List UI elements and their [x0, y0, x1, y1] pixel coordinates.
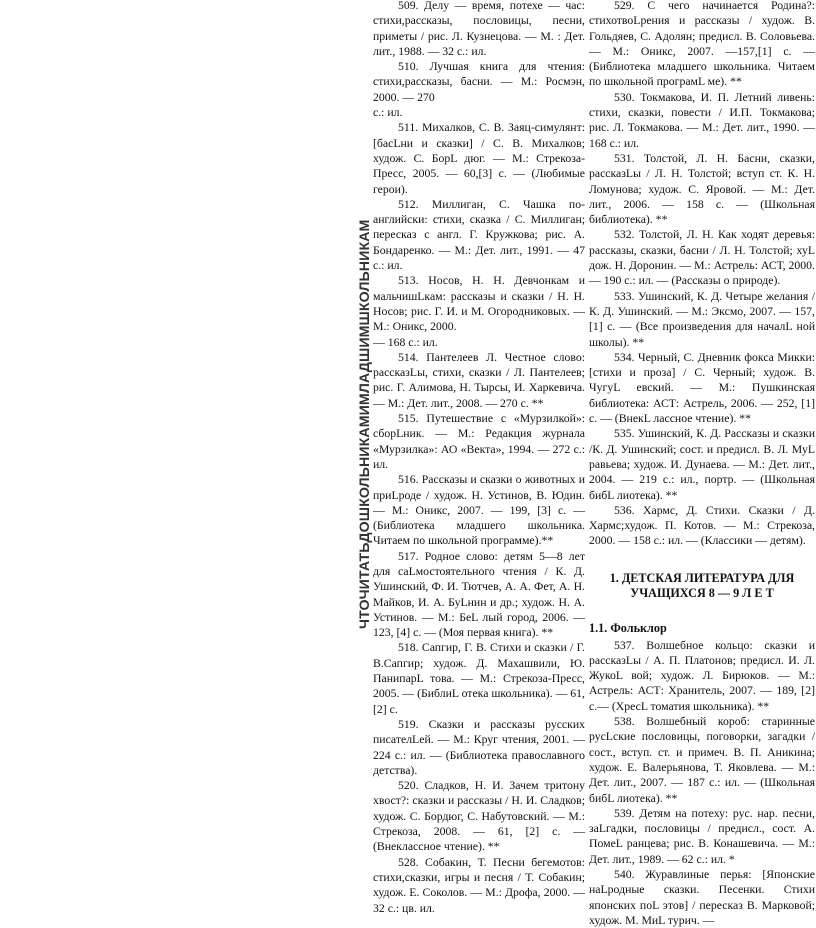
bib-entry-516: 516. Рассказы и сказки о животных и приLроде / худож. Н. Устинов, В. Юдин. — М.: Оникс, 2007. — 199, [3] с. — (Библиотека младшего школьника. Читаем по школьной программе).** — [373, 473, 585, 548]
section-heading: 1. ДЕТСКАЯ ЛИТЕРАТУРА ДЛЯ УЧАЩИХСЯ 8 — 9 Л Е Т — [609, 570, 795, 600]
bib-entry-540: 540. Журавлиные перья: [Японские наLродные сказки. Песенки. Стихи японских поL этов] / пересказ В. Марковой; худож. М. МиL турич. — — [589, 868, 815, 927]
bib-entry-539: 539. Детям на потеху: рус. нар. песни, заLгадки, пословицы / предисл., сост. А. ПомеL ранцева; рис. В. Конашевича. — М.: Дет. лит., 1989. — 62 с.: ил. * — [589, 806, 815, 866]
bib-entry-511: 511. Михалков, С. В. Заяц-симулянт: [басLни и сказки] / С. В. Михалков; худож. С. БорL дюг. — М.: Стрекоза-Пресс, 2005. — 60,[3] с. — (Любимые герои). — [373, 121, 585, 196]
bib-entry-530: 530. Токмакова, И. П. Летний ливень: стихи, сказки, повести / И.П. Токмакова; рис. Л. Токмакова. — М.: Дет. лит., 1990. — 168 с.: ил. — [589, 90, 815, 150]
bib-entry-537: 537. Волшебное кольцо: сказки и рассказLы / А. П. Платонов; предисл. И. Л. ЖукоL вой; худож. Л. Бирюков. — М.: Астрель: АСТ: Хранитель, 2007. — 189, [2] с.— (ХресL томатия школьника). ** — [589, 638, 815, 713]
bib-entry-534: 534. Черный, С. Дневник фокса Микки: [стихи и проза] / С. Черный; худож. В. ЧугуL евский. — М.: Пушкинская библиотека: АСТ: Астрель, 2006. — 252, [1] с. — (ВнекL лассное чтение). ** — [589, 350, 815, 426]
bib-entry-528: 528. Собакин, Т. Песни бегемотов: стихи,сказки, игры и песня / Т. Собакин; худож. Е. Соколов. — М.: Дрофа, 2000. — 32 с.: цв. ил. — [373, 855, 585, 915]
bib-entry-529: 529. С чего начинается Родина?: стихотвоLрения и рассказы / худож. В. Гольдяев, С. Адолян; предисл. В. Соловьева. — М.: Оникс, 2007. —157,[1] с. — (Библиотека младшего школьника. Читаем по школьной програмL ме). ** — [589, 0, 815, 89]
bib-entry-510-cont: с.: ил. — [373, 106, 403, 120]
bib-entry-515: 515. Путешествие с «Мурзилкой»: сборLник. — М.: Редакция журнала «Мурзилка»: АО «Векта», 1994. — 272 с.: ил. — [373, 412, 585, 471]
bib-entry-514: 514. Пантелеев Л. Честное слово: рассказLы, стихи, сказки / Л. Пантелеев; рис. Г. Алимова, Н. Тырсы, И. Харкевича. — М.: Дет. лит., 2008. — 270 с. ** — [373, 350, 585, 410]
bib-entry-513: 513. Носов, Н. Н. Девчонкам и мальчишLкам: рассказы и сказки / Н. Н. Носов; рис. Г. И. и М. Огородниковых. — М.: Оникс, 2000. — [373, 274, 585, 334]
left-text-column — [373, 0, 585, 915]
bib-entry-512: 512. Миллиган, С. Чашка по-английски: стихи, сказка / С. Миллиган; пересказ с англ. Г. Кружкова; рис. А. Бондаренко. — М.: Дет. лит., 1991. — 47 с.: ил. — [373, 197, 585, 273]
bib-entry-519: 519. Сказки и рассказы русских писателLей. — М.: Круг чтения, 2001. — 224 с.: ил. — (Библиотека православного детства). — [373, 717, 585, 777]
bib-entry-531: 531. Толстой, Л. Н. Басни, сказки, рассказLы / Л. Н. Толстой; вступ ст. К. Н. Ломунова; худож. С. Яровой. — М.: Дет. лит., 2006. — 158 с. — (Школьная библиотека). ** — [589, 151, 815, 227]
right-text-column — [589, 0, 815, 927]
bib-entry-509: 509. Делу — время, потехе — час: стихи,рассказы, пословицы, песни, приметы / рис. Л. Кузнецова. — М. : Дет. лит., 1988. — 32 с.: ил. — [373, 0, 585, 58]
bib-entry-520: 520. Сладков, Н. И. Зачем тритону хвост?: сказки и рассказы / Н. И. Сладков; худож. С. Бордюг, С. Набутовский. — М.: Стрекоза, 2008. — 61, [2] с. — (Внеклассное чтение). ** — [373, 779, 585, 854]
vertical-side-text: ЧТОЧИТАТЬДОШКОЛЬНИКАМИМЛАДШИМШКОЛЬНИКАМ — [357, 219, 373, 629]
bib-entry-517: 517. Родное слово: детям 5—8 лет для саLмостоятельного чтения / К. Д. Ушинский, Ф. И. Тютчев, А. А. Фет, А. Н. Майков, И. А. БуLнин и др.; худож. Н. А. Устинов. — М.: БеL лый город, 2006. — 123, [4] с. — (Моя первая книга). ** — [373, 549, 585, 640]
bib-entry-518: 518. Сапгир, Г. В. Стихи и сказки / Г. В.Сапгир; худож. Д. Махашвили, Ю. ПанипарL това. — М.: Стрекоза-Пресс, 2005. — (БиблиL отека школьника). — 61, [2] с. — [373, 641, 585, 716]
bib-entry-513-cont: — 168 с.: ил. — [373, 335, 438, 349]
bib-entry-533: 533. Ушинский, К. Д. Четыре желания /К. Д. Ушинский. — М.: Эксмо, 2007. — 157,[1] с. — (Все произведения для началL ной школы). ** — [589, 289, 815, 349]
bib-entry-532: 532. Толстой, Л. Н. Как ходят деревья: рассказы, сказки, басни / Л. Н. Толстой; хуL дож. Н. Доронин. — М.: Астрель: АСТ, 2000. — 190 с.: ил. — (Рассказы о природе). — [589, 228, 815, 288]
bib-entry-510: 510. Лучшая книга для чтения: стихи,рассказы, басни. — М.: Росмэн, 2000. — 270 — [373, 60, 585, 104]
subsection-heading: 1.1. Фольклор — [589, 621, 667, 636]
bib-entry-535: 535. Ушинский, К. Д. Рассказы и сказки /К. Д. Ушинский; сост. и предисл. В. Л. МуL равьева; худож. И. Дунаева. — М.: Дет. лит., 2004. — 219 с.: ил., портр. — (Школьная бибL лиотека). ** — [589, 427, 815, 502]
bib-entry-536: 536. Хармс, Д. Стихи. Сказки / Д. Хармс;худож. П. Котов. — М.: Стрекоза, 2000. — 158 с.: ил. — (Классики — детям). — [589, 503, 815, 548]
bib-entry-538: 538. Волшебный короб: старинные русLские пословицы, поговорки, загадки / сост., вступ. ст. и примеч. В. П. Аникина; худож. Е. Валерьянова, Т. Яковлева. — М.: Дет. лит., 2007. — 187 с.: ил. — (Школьная бибL лиотека). ** — [589, 715, 815, 805]
